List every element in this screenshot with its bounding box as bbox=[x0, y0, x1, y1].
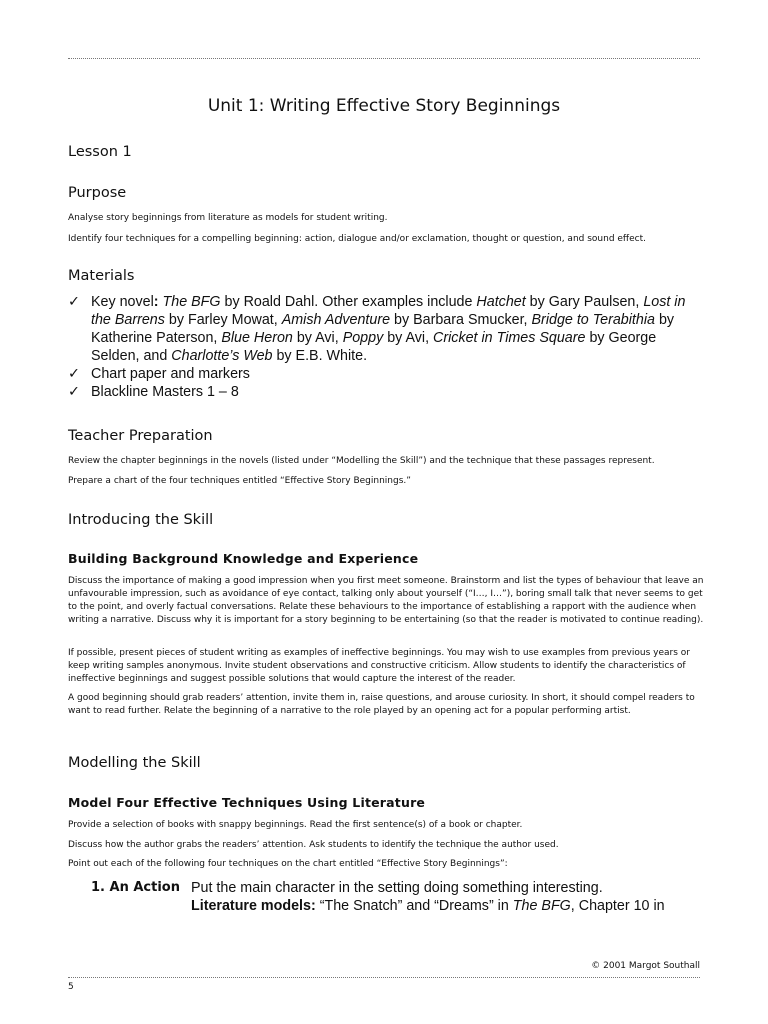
materials-item-text: Lost in the Barrens bbox=[91, 294, 686, 328]
modelling-line-1: Provide a selection of books with snappy beginnings. Read the first sentence(s) of a book or chapter. bbox=[68, 820, 523, 830]
materials-item-text: by Avi, bbox=[383, 330, 434, 346]
materials-item-text: Amish Adventure bbox=[281, 312, 391, 328]
technique-literature-models bbox=[191, 897, 711, 915]
introducing-subheading: Building Background Knowledge and Experience bbox=[68, 551, 419, 566]
top-divider bbox=[68, 58, 700, 59]
materials-item-text: Hatchet bbox=[476, 294, 526, 310]
materials-item-text: Chart paper and markers bbox=[91, 366, 250, 382]
materials-item-text: by Roald Dahl. Other examples include bbox=[220, 294, 477, 310]
materials-item-text: The BFG bbox=[162, 294, 221, 310]
bottom-divider bbox=[68, 977, 700, 978]
materials-item-text: Cricket in Times Square bbox=[433, 330, 586, 346]
copyright-notice: © 2001 Margot Southall bbox=[591, 961, 700, 971]
materials-item-text: Charlotte’s Web bbox=[171, 348, 273, 364]
purpose-line-2: Identify four techniques for a compelling beginning: action, dialogue and/or exclamation, thought or question, and sound effect. bbox=[68, 234, 647, 244]
page-number: 5 bbox=[68, 982, 74, 992]
introducing-heading: Introducing the Skill bbox=[68, 512, 214, 528]
literature-models-book: The BFG bbox=[512, 898, 571, 914]
materials-item-text: Key novel bbox=[91, 294, 154, 310]
materials-list bbox=[68, 293, 708, 401]
materials-item-text: Bridge to Terabithia bbox=[531, 312, 655, 328]
technique-description: Put the main character in the setting doing something interesting. bbox=[191, 880, 603, 896]
modelling-subheading: Model Four Effective Techniques Using Literature bbox=[68, 795, 426, 810]
materials-item-text: Poppy bbox=[342, 330, 384, 346]
materials-item-text: : bbox=[153, 294, 163, 310]
materials-item-text: Blackline Masters 1 – 8 bbox=[91, 384, 239, 400]
materials-item-text: by Barbara Smucker, bbox=[390, 312, 532, 328]
teacher-prep-heading: Teacher Preparation bbox=[68, 428, 213, 444]
literature-models-label: Literature models: bbox=[191, 898, 316, 914]
materials-item-text: by Avi, bbox=[292, 330, 343, 346]
checkmark-icon: ✓ bbox=[68, 366, 80, 382]
materials-item bbox=[68, 293, 708, 365]
materials-heading: Materials bbox=[68, 268, 135, 284]
lesson-heading: Lesson 1 bbox=[68, 144, 132, 160]
materials-item bbox=[68, 383, 708, 401]
materials-item-text: by Farley Mowat, bbox=[164, 312, 282, 328]
checkmark-icon: ✓ bbox=[68, 384, 80, 400]
materials-item-text: by George Selden, and bbox=[91, 330, 657, 364]
materials-item-text: by Gary Paulsen, bbox=[525, 294, 644, 310]
page-title: Unit 1: Writing Effective Story Beginnings bbox=[207, 96, 561, 116]
modelling-line-3: Point out each of the following four techniques on the chart entitled “Effective Story Beginnings”: bbox=[68, 859, 508, 869]
materials-item bbox=[68, 365, 708, 383]
modelling-line-2: Discuss how the author grabs the readers’ attention. Ask students to identify the technique the author used. bbox=[68, 840, 559, 850]
teacher-prep-line-2: Prepare a chart of the four techniques entitled “Effective Story Beginnings.” bbox=[68, 476, 411, 486]
purpose-line-1: Analyse story beginnings from literature as models for student writing. bbox=[68, 213, 388, 223]
materials-item-text: by E.B. White. bbox=[272, 348, 368, 364]
purpose-heading: Purpose bbox=[68, 185, 127, 201]
literature-models-text-a: “The Snatch” and “Dreams” in bbox=[315, 898, 513, 914]
introducing-paragraph-3: A good beginning should grab readers’ attention, invite them in, raise questions, and arouse curiosity. In short, it should compel readers to want to read further. Relate the beginning of a narrative to the role played by an opening act for a popular performing artist. bbox=[68, 693, 695, 716]
technique-body bbox=[191, 879, 711, 915]
technique-label: 1. An Action bbox=[91, 880, 180, 895]
materials-item-text: by Katherine Paterson, bbox=[91, 312, 675, 346]
checkmark-icon: ✓ bbox=[68, 294, 80, 310]
teacher-prep-line-1: Review the chapter beginnings in the novels (listed under “Modelling the Skill”) and the technique that these passages represent. bbox=[68, 456, 655, 466]
literature-models-text-b: , Chapter 10 in bbox=[570, 898, 665, 914]
introducing-paragraph-2: If possible, present pieces of student writing as examples of ineffective beginnings. You may wish to use examples from previous years or keep writing samples anonymous. Invite student observations and constructive criticism. Allow students to identify the characteristics of ineffective beginnings and suggest possible solutions that would capture the interest of the reader. bbox=[68, 648, 690, 684]
modelling-heading: Modelling the Skill bbox=[68, 755, 201, 771]
introducing-paragraph-1: Discuss the importance of making a good impression when you first meet someone. Brainstorm and list the types of behaviour that leave an unfavourable impression, such as avoidance of eye contact, talking only about yourself (“I…, I…”), boring small talk that never seems to get to the point, and overly factual conversations. Relate these behaviours to the importance of establishing a rapport with the audience when writing a narrative. Discuss why it is important for a story beginning to be entertaining (so that the reader is motivated to continue reading). bbox=[68, 576, 704, 625]
materials-item-text: Blue Heron bbox=[221, 330, 293, 346]
